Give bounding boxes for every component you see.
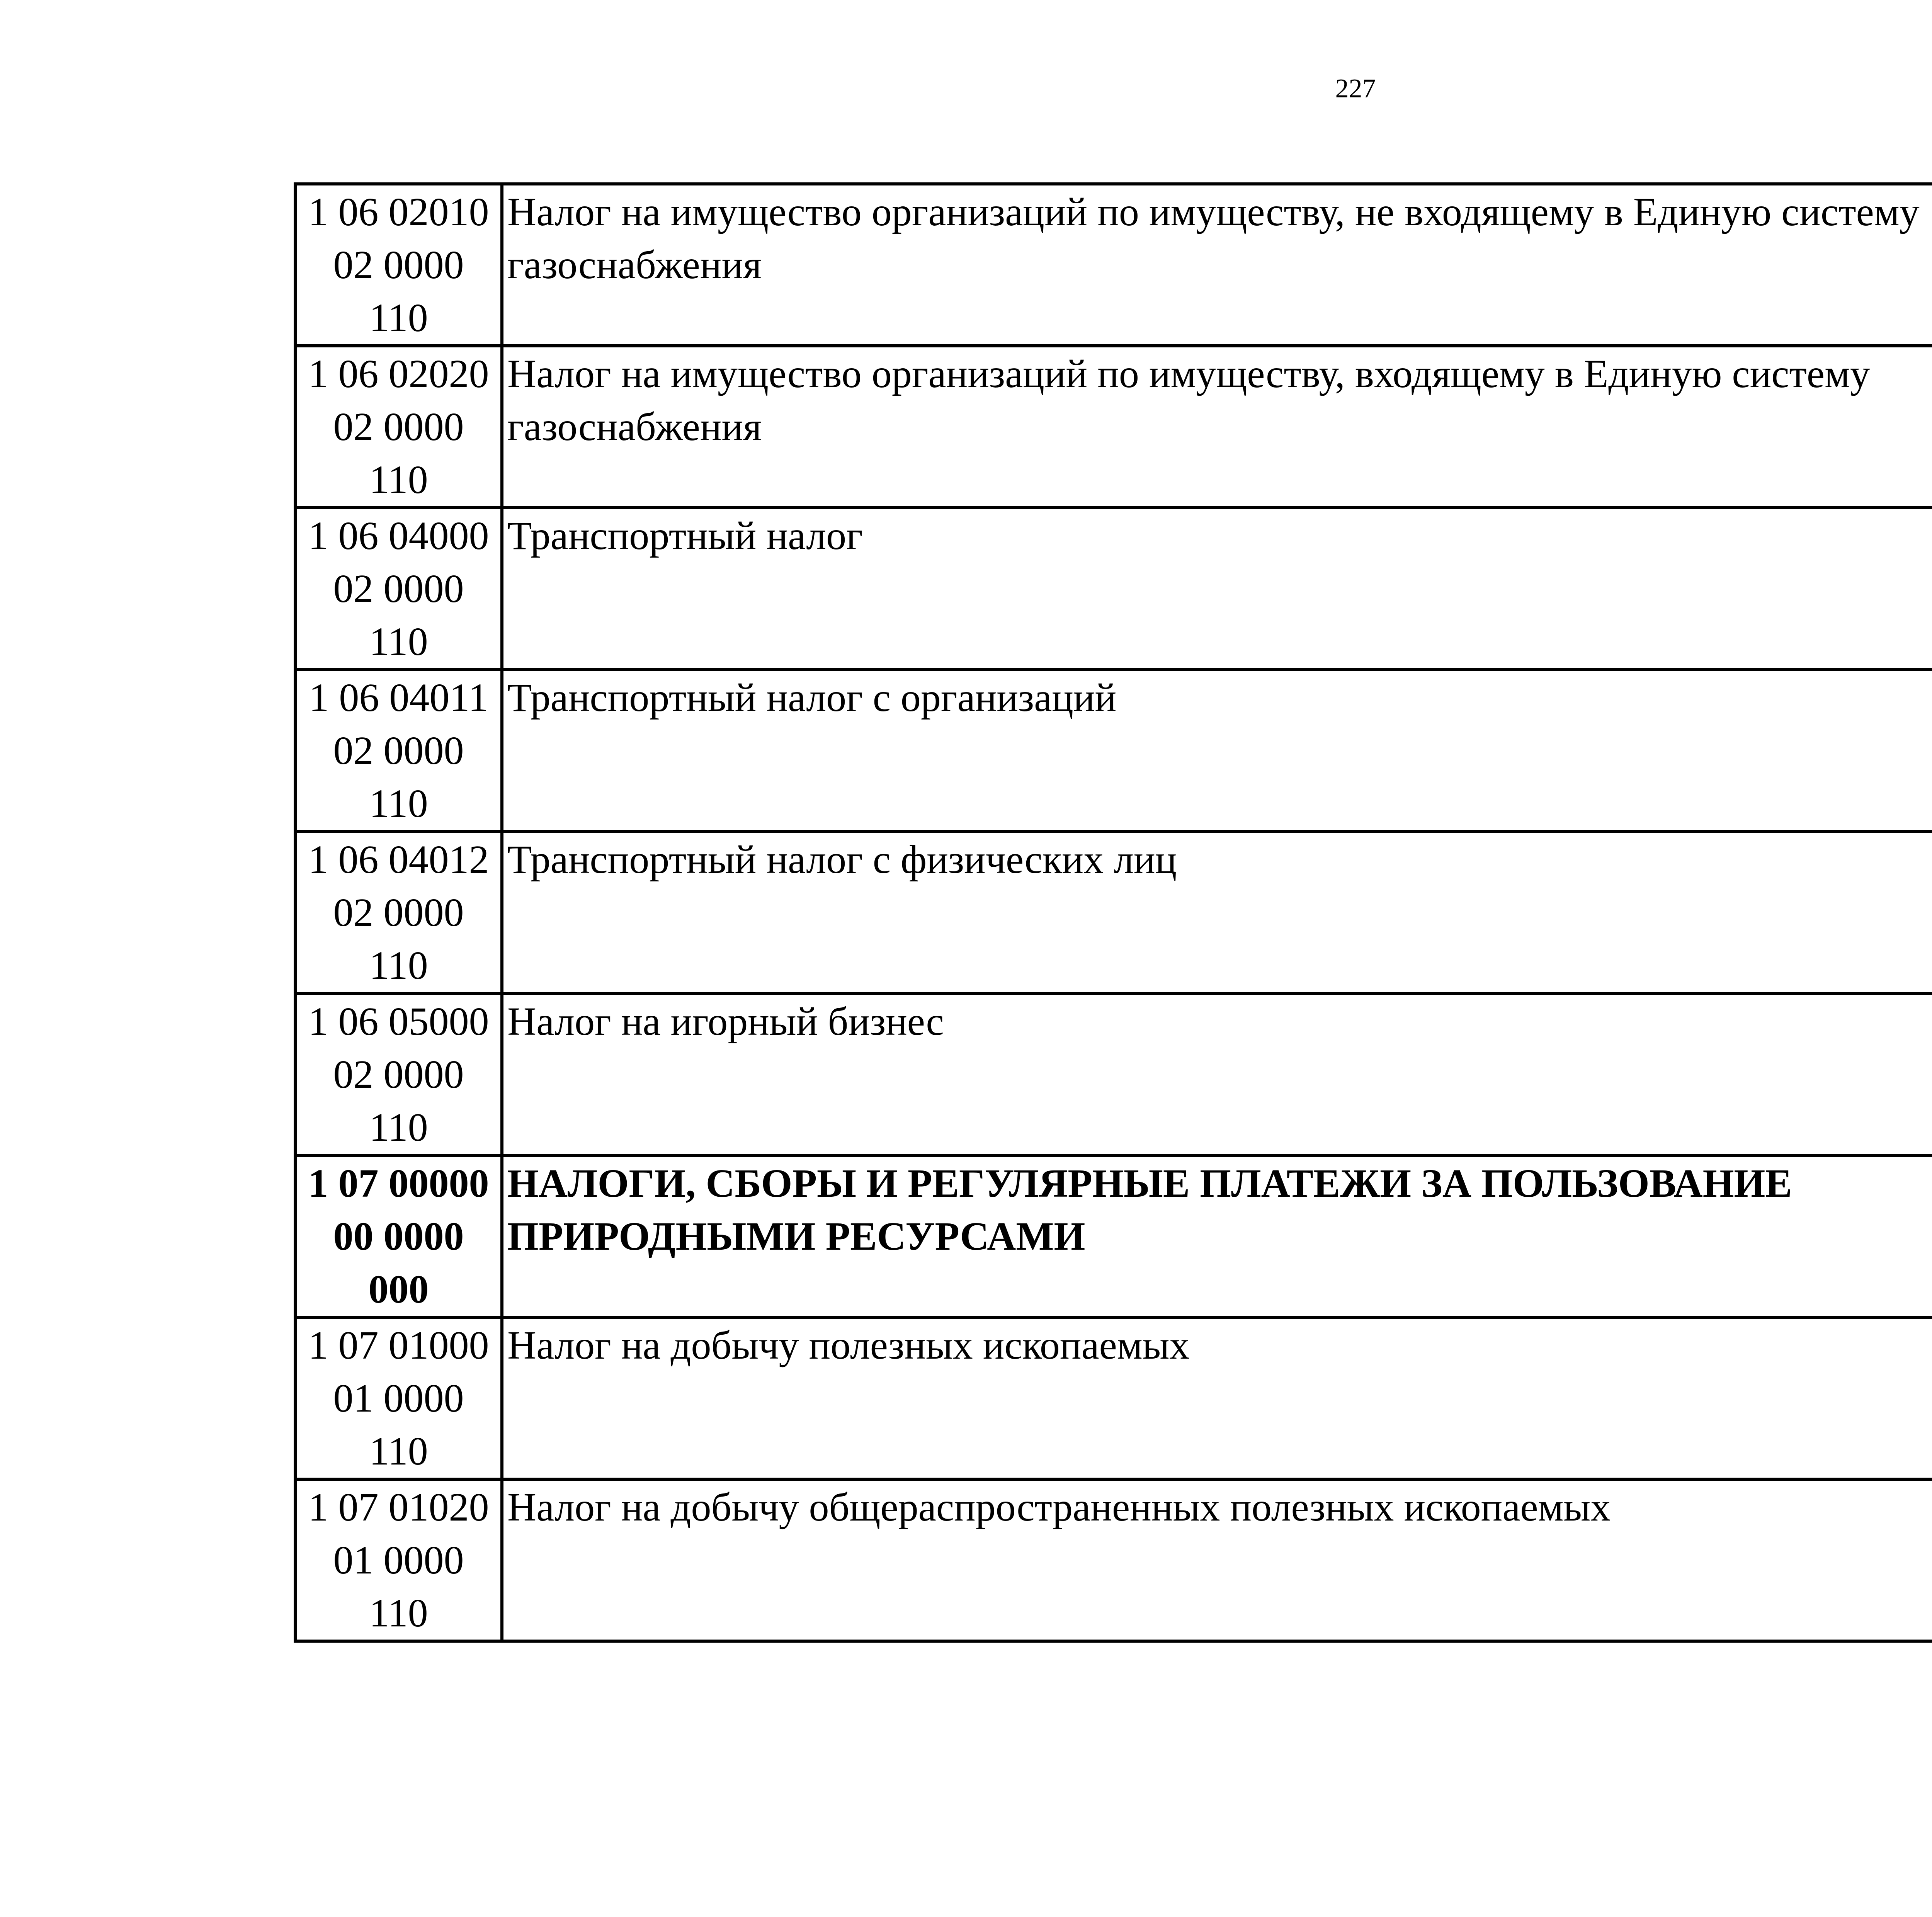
- code-line: 02 0000: [333, 728, 464, 773]
- code-line: 110: [369, 458, 428, 502]
- classification-code: [295, 993, 502, 1155]
- table-row: [295, 1155, 1932, 1317]
- code-line: 000: [368, 1267, 429, 1311]
- revenue-name: Транспортный налог с организаций: [502, 670, 1932, 832]
- code-line: 02 0000: [333, 243, 464, 287]
- table-row: [295, 1479, 1932, 1641]
- revenue-name: НАЛОГИ, СБОРЫ И РЕГУЛЯРНЫЕ ПЛАТЕЖИ ЗА ПОЛЬЗОВАНИЕ ПРИРОДНЫМИ РЕСУРСАМИ: [502, 1155, 1932, 1317]
- revenue-name: Налог на игорный бизнес: [502, 993, 1932, 1155]
- classification-code: [295, 508, 502, 670]
- revenue-name: Налог на добычу полезных ископаемых: [502, 1317, 1932, 1479]
- code-line: 1 07 01000: [308, 1323, 489, 1368]
- code-line: 1 07 01020: [308, 1485, 489, 1529]
- revenue-name: Налог на добычу общераспространенных полезных ископаемых: [502, 1479, 1932, 1641]
- classification-code: [295, 184, 502, 346]
- revenue-name: Налог на имущество организаций по имуществу, входящему в Единую систему газоснабжения: [502, 346, 1932, 508]
- revenue-name: Транспортный налог с физических лиц: [502, 832, 1932, 993]
- classification-code: [295, 832, 502, 993]
- code-line: 1 06 04012: [308, 837, 489, 882]
- budget-revenue-table: [294, 182, 1932, 1643]
- code-line: 110: [369, 943, 428, 988]
- code-line: 110: [369, 781, 428, 826]
- code-line: 1 06 02010: [308, 190, 489, 234]
- code-line: 110: [369, 1105, 428, 1150]
- code-line: 1 06 04000: [308, 514, 489, 558]
- classification-code: [295, 1317, 502, 1479]
- code-line: 110: [369, 1591, 428, 1635]
- code-line: 1 06 02020: [308, 352, 489, 396]
- revenue-name: Налог на имущество организаций по имуществу, не входящему в Единую систему газоснабжения: [502, 184, 1932, 346]
- table-row: [295, 832, 1932, 993]
- code-line: 110: [369, 296, 428, 340]
- code-line: 110: [369, 619, 428, 664]
- classification-code: [295, 1155, 502, 1317]
- code-line: 00 0000: [333, 1214, 464, 1259]
- code-line: 02 0000: [333, 1052, 464, 1097]
- code-line: 02 0000: [333, 566, 464, 611]
- code-line: 110: [369, 1429, 428, 1473]
- table-row: [295, 184, 1932, 346]
- code-line: 1 06 04011: [309, 675, 488, 720]
- table-row: [295, 508, 1932, 670]
- classification-code: [295, 670, 502, 832]
- table-row: [295, 670, 1932, 832]
- code-line: 01 0000: [333, 1376, 464, 1420]
- code-line: 1 07 00000: [308, 1161, 489, 1206]
- code-line: 1 06 05000: [308, 999, 489, 1044]
- classification-code: [295, 346, 502, 508]
- table-row: [295, 1317, 1932, 1479]
- code-line: 02 0000: [333, 890, 464, 935]
- page-number: 227: [1335, 74, 1376, 104]
- revenue-name: Транспортный налог: [502, 508, 1932, 670]
- code-line: 02 0000: [333, 405, 464, 449]
- classification-code: [295, 1479, 502, 1641]
- table-row: [295, 346, 1932, 508]
- table-row: [295, 993, 1932, 1155]
- table-body: [295, 184, 1932, 1641]
- code-line: 01 0000: [333, 1538, 464, 1582]
